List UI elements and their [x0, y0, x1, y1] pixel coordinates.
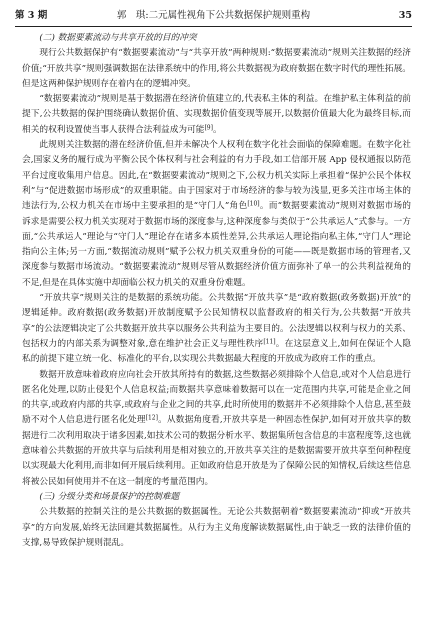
- paragraph: 此规则关注数据的潜在经济价值,但并未解决个人权利在数字化社会面临的保障难题。在数字化社会,国家义务的履行成为平衡公民个体权利与社会利益的有力手段,如工信部开展 App 侵权通报以防范平台过度收集用户信息。因此,在“数据要素流动”规则之下,公权力机关实际上承担着“保护公民个体权利”与“促进数据市场形成”的双重职能。由于国家对于市场经济的参与较为浅显,更多关注市场主体的违法行为,公权力机关在市场中主要承担的是“守门人”角色[10]。而“数据要素流动”规则对数据市场的诉求是需要公权力机关实现对于数据市场的深度参与,这种深度参与类似于“公共承运人”式参与。一方面,“公共承运人”理论与“守门人”理论存在诸多本质性差异,公共承运人理论指向私主体,“守门人”理论指向公主体;另一方面,“数据流动规则”赋予公权力机关双重身份的可能——既是数据市场的管理者,又深度参与数据市场流动。“数据要素流动”规则尽管从数据经济价值方面弥补了单一的公共利益视角的不足,但是在具体实施中却面临公权力机关的双重身份难题。: [22, 140, 411, 288]
- header-rule: [15, 26, 412, 27]
- citation-ref: [10]: [247, 200, 260, 208]
- section-heading-3: (三) 分级分类和场景保护的控制难题: [39, 491, 180, 502]
- section-heading-2: (二) 数据要素流动与共享开放的目的冲突: [39, 33, 197, 43]
- paragraph: 数据开放意味着政府应向社会开放其所持有的数据,这些数据必须排除个人信息,或对个人信息进行匿名化处理,以防止侵犯个人信息权益;而数据共享意味着数据可以在一定范围内共享,可能是企业之间的共享,或政府内部的共享,或政府与企业之间的共享,此时所使用的数据并不必须排除个人信息,甚至鼓励不对个人信息进行匿名化处理[12]。从数据角度看,开放共享是一种固态性保护,如何对开放共享的数据进行二次利用取决于诸多因素,如技术公司的数据分析水平、数据集所包含信息的丰富程度等,这也就意味着公共数据的开放共享与后续利用是相对独立的,开放共享关注的是数据需要开放共享至何种程度以实现最大化利用,而非如何开展后续利用。正如政府信息开放是为了保障公民的知情权,后续这些信息将被公民如何使用并不在这一制度的考量范围内。: [22, 369, 411, 487]
- paragraph: “开放共享”规则关注的是数据的系统功能。公共数据“开放共享”是“政府数据(政务数据)开放”的逻辑延伸。政府数据(政务数据)开放制度赋予公民知情权以监督政府的相关行为,公共数据“开放共享”的公法逻辑决定了公共数据开放共享以服务公共利益为主要目的。公法逻辑以权利与权力的关系、包括权力的内部关系为调整对象,意在维护社会正义与理性秩序[11]。在这层意义上,如何在保证个人隐私的前提下建立统一化、标准化的平台,以实现公共数据最大程度的开放成为政府工作的重点。: [22, 293, 411, 365]
- paragraph: 公共数据的控制关注的是公共数据的数据属性。无论公共数据朝着“数据要素流动”抑或“开放共享”的方向发展,始终无法回避其数据属性。从行为主义角度解读数据属性,由于缺乏一致的法律价值的支撑,易导致保护规则混乱。: [22, 507, 411, 548]
- issue-number: 第 3 期: [15, 10, 48, 21]
- paragraph: 现行公共数据保护有“数据要素流动”与“共享开放”两种规则:“数据要素流动”规则关注数据的经济价值;“开放共享”规则强调数据在法律系统中的作用,将公共数据视为政府数据在数字时代的理性拓展。但是这两种保护规则存在着内在的逻辑冲突。: [22, 48, 411, 89]
- page-body: [22, 31, 411, 618]
- citation-ref: [12]: [145, 414, 158, 422]
- running-title: 郭 琪:二元属性视角下公共数据保护规则重构: [116, 10, 311, 21]
- page-number: 35: [398, 10, 412, 21]
- running-header: [15, 8, 412, 24]
- citation-ref: [11]: [263, 338, 276, 346]
- citation-ref: [9]: [204, 124, 213, 132]
- paragraph: “数据要素流动”规则是基于数据潜在经济价值建立的,代表私主体的利益。在维护私主体利益的前提下,公共数据的保护围绕确认数据价值、实现数据价值变现等展开,以数据价值最大化为最终目标,而相关的权利设置使当事人获得合法利益成为可能[9]。: [22, 94, 411, 135]
